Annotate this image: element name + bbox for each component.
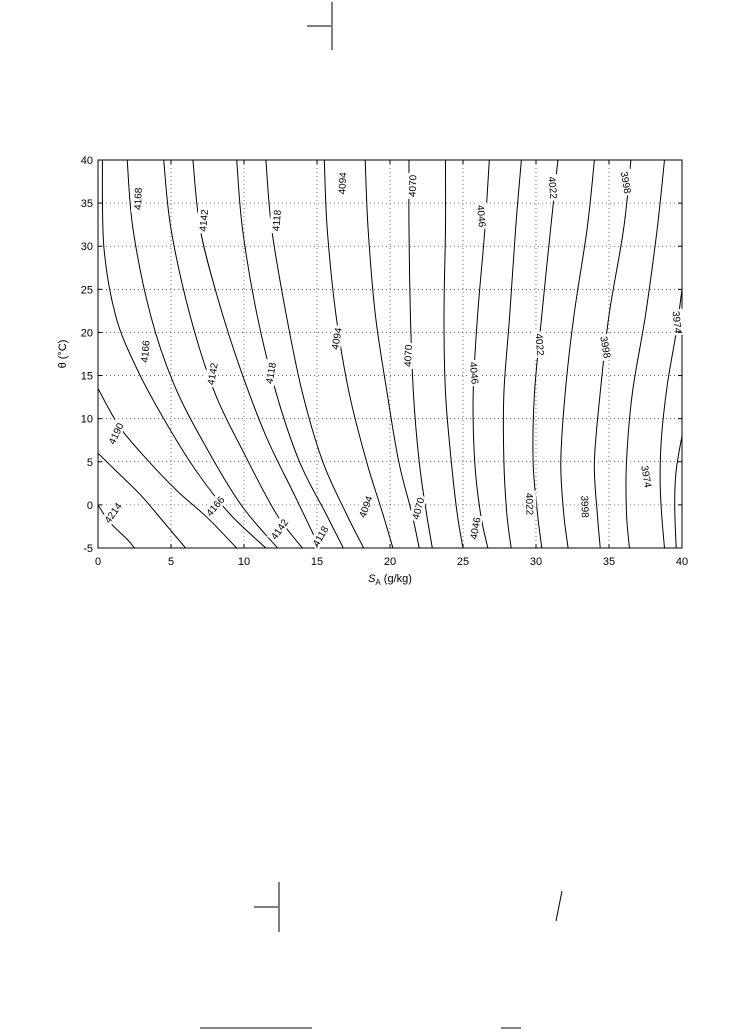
- contour-label-4022: [532, 331, 547, 358]
- contour-label-text: 4022: [522, 492, 535, 516]
- contour-label-text: 3974: [638, 464, 653, 489]
- contour-label-4168: [131, 186, 145, 212]
- contour-label-text: 4046: [468, 516, 484, 541]
- contour-label-text: 4070: [407, 174, 420, 198]
- contour-label-4142: [196, 207, 211, 234]
- contour-label-text: 3974: [669, 310, 683, 334]
- x-tick-label: 35: [602, 556, 616, 568]
- contour-label-text: 3998: [597, 335, 612, 360]
- y-axis-label: θ (°C): [57, 339, 69, 369]
- contour-label-text: 4022: [532, 333, 546, 357]
- x-tick-label: 40: [675, 556, 689, 568]
- x-axis-label-subscript: A: [375, 578, 381, 587]
- contour-label-4046: [467, 360, 482, 387]
- contour-label-text: 4142: [269, 517, 292, 543]
- x-tick-label: 25: [456, 556, 470, 568]
- y-tick-label: 5: [86, 456, 93, 469]
- contour-label-text: 4118: [311, 524, 332, 549]
- y-tick-label: -5: [83, 543, 93, 555]
- contour-label-text: 4094: [337, 171, 350, 195]
- x-tick-label: 20: [383, 556, 397, 568]
- contour-label-text: 4094: [330, 326, 345, 351]
- contour-label-4070: [401, 342, 415, 368]
- contour-label-text: 4142: [206, 362, 221, 386]
- contour-label-text: 4118: [271, 209, 285, 232]
- contour-label-4118: [269, 207, 284, 234]
- contour-label-4070: [405, 173, 419, 199]
- contour-label-4166: [138, 338, 153, 365]
- contour-label-text: 4166: [204, 494, 228, 519]
- contour-label-text: 4168: [133, 187, 145, 211]
- x-tick-label: 30: [529, 556, 543, 568]
- contour-label-4022: [545, 174, 560, 201]
- contour-label-4046: [474, 203, 489, 230]
- contour-label-text: 4142: [198, 208, 212, 233]
- y-tick-label: 25: [80, 284, 93, 297]
- contour-label-text: 4094: [357, 494, 376, 520]
- deco-line-bottom-slash: [556, 891, 562, 921]
- x-tick-label: 10: [237, 556, 251, 568]
- x-tick-label: 15: [310, 556, 324, 568]
- contour-label-text: 4214: [102, 501, 125, 526]
- plot-frame: [98, 160, 682, 548]
- contour-label-text: 3998: [617, 170, 633, 195]
- y-tick-label: 15: [80, 370, 93, 383]
- contour-label-3974: [669, 309, 684, 336]
- contour-label-text: 4190: [107, 421, 127, 447]
- contour-label-text: 4118: [264, 361, 280, 385]
- contour-label-text: 4022: [545, 176, 559, 200]
- contour-label-3998: [578, 493, 592, 519]
- x-axis-label-units: (g/kg): [380, 573, 412, 585]
- x-tick-label: 5: [167, 556, 175, 568]
- contour-label-4022: [523, 491, 537, 517]
- y-tick-label: 20: [80, 327, 93, 340]
- contour-label-text: 4166: [139, 339, 153, 364]
- y-tick-label: 30: [80, 241, 93, 254]
- contour-label-text: 4046: [466, 361, 480, 385]
- y-tick-label: 10: [80, 413, 93, 426]
- contour-label-text: 4046: [474, 204, 487, 228]
- x-tick-label: 0: [94, 556, 102, 568]
- x-axis-label: [368, 573, 412, 587]
- y-tick-label: 0: [86, 499, 93, 512]
- x-axis-label-main: S: [368, 573, 376, 585]
- contour-label-4094: [335, 170, 349, 197]
- y-tick-label: 35: [80, 198, 93, 211]
- contour-label-text: 3998: [578, 495, 590, 518]
- y-tick-label: 40: [80, 155, 93, 167]
- contour-label-text: 4070: [403, 344, 415, 368]
- contour-label-text: 4070: [410, 496, 428, 521]
